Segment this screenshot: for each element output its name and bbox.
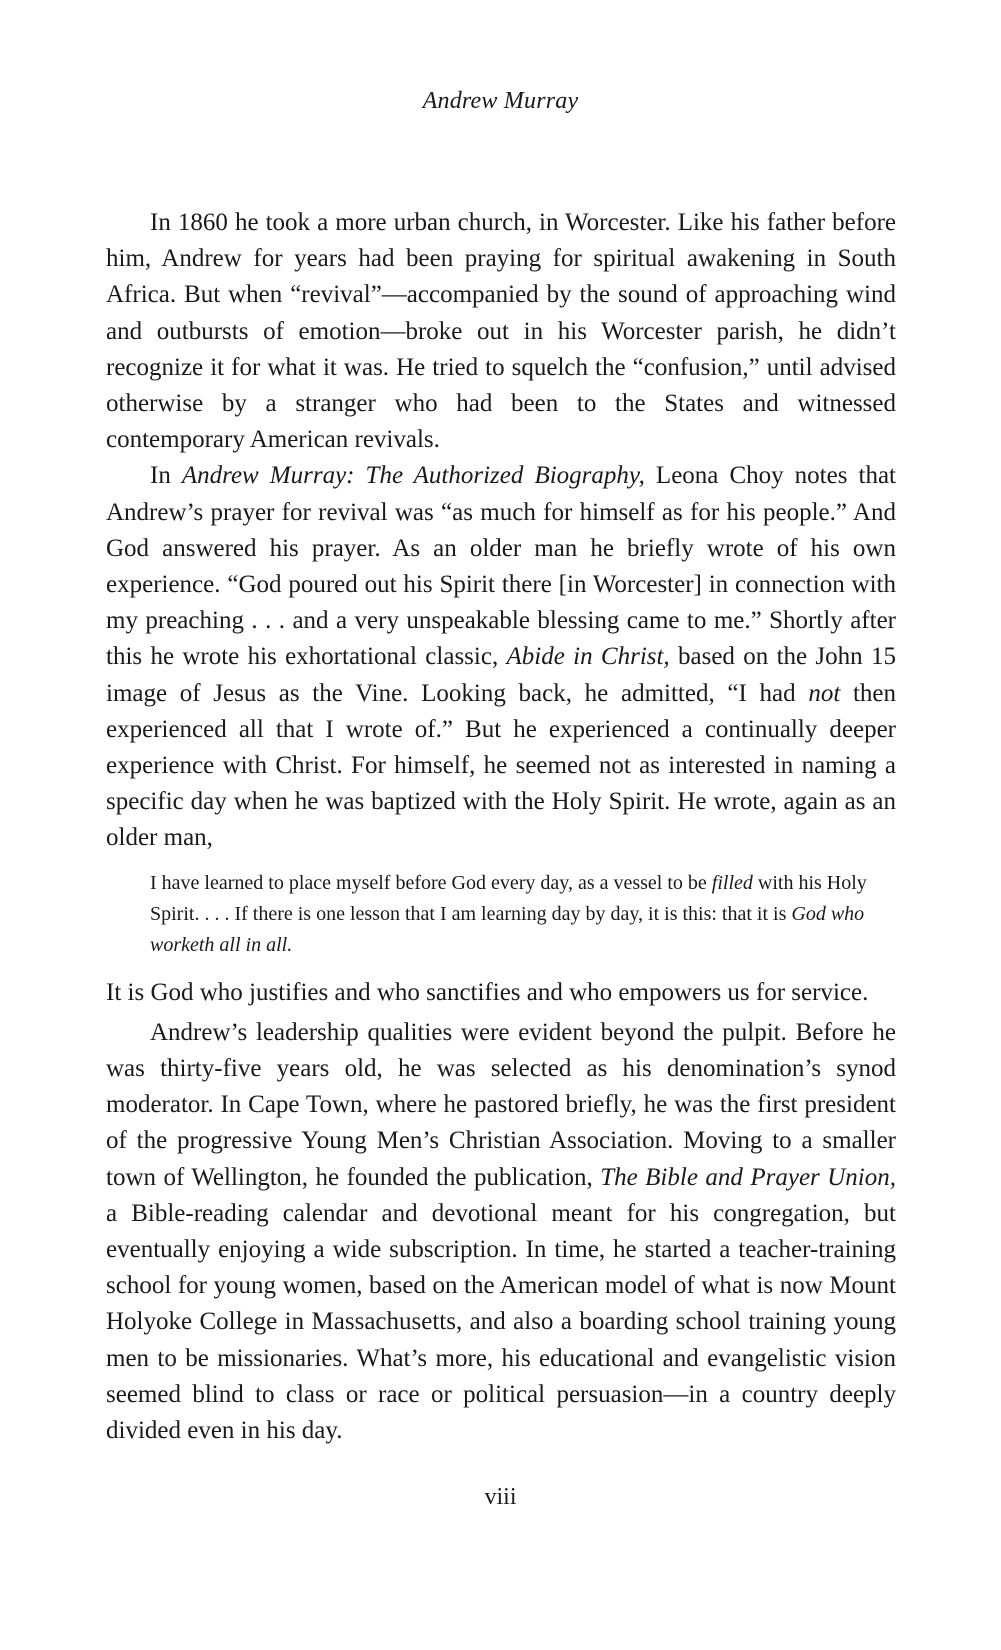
book-title-italic: Andrew Murray: The Authorized Biography,	[181, 462, 645, 490]
paragraph-3	[106, 1015, 896, 1449]
running-head: Andrew Murray	[422, 88, 579, 114]
emphasis-italic: God who worketh all in all.	[150, 902, 865, 956]
body-text	[106, 205, 896, 1449]
text-run: a Bible-reading calendar and devotional meant for his congregation, but eventually enjoying a wide subscription. In time, he started a teacher-training school for young women, based on the American model of what is now Mount Holyoke College in Massachusetts, and also a boarding school training young men to be missionaries. What’s more, his educational and evangelistic vision seemed blind to class or race or political persuasion—in a country deeply divided even in his day.	[106, 1199, 896, 1445]
block-quote	[150, 868, 896, 961]
text-run: I have learned to place myself before God every day, as a vessel to be	[150, 871, 712, 894]
book-title-italic: Abide in Christ,	[506, 643, 670, 671]
text-run: Andrew’s leadership qualities were evident beyond the pulpit. Before he was thirty-five years old, he was selected as his denomination’s synod moderator. In Cape Town, where he pastored briefly, he was the first president of the progressive Young Men’s Christian Association. Moving to a smaller town of Wellington, he founded the publication,	[106, 1018, 896, 1191]
text-run: with his Holy Spirit. . . . If there is one lesson that I am learning day by day, it is this: that it is	[150, 871, 867, 925]
text-run: In	[150, 462, 182, 490]
page-number: viii	[484, 1484, 517, 1510]
text-run: Leona Choy notes that Andrew’s prayer for revival was “as much for himself as for his people.” And God answered his prayer. As an older man he briefly wrote of his own experience. “God poured out his Spirit there [in Worcester] in connection with my preaching . . . and a very unspeakable blessing came to me.” Shortly after this he wrote his exhortational classic,	[106, 462, 896, 671]
publication-title-italic: The Bible and Prayer Union,	[600, 1163, 896, 1191]
paragraph-1: In 1860 he took a more urban church, in Worcester. Like his father before him, Andrew for years had been praying for spiritual awakening in South Africa. But when “revival”—accompanied by the sound of approaching wind and outbursts of emotion—broke out in his Worcester parish, he didn’t recognize it for what it was. He tried to squelch the “confusion,” until advised otherwise by a stranger who had been to the States and witnessed contemporary American revivals.	[106, 209, 896, 454]
paragraph-2	[106, 458, 896, 856]
after-quote-line: It is God who justifies and who sanctifies and who empowers us for service.	[106, 978, 869, 1006]
emphasis-italic: filled	[711, 871, 753, 894]
text-run: then experienced all that I wrote of.” But he experienced a continually deeper experience with Christ. For himself, he seemed not as interested in naming a specific day when he was baptized with the Holy Spirit. He wrote, again as an older man,	[106, 679, 897, 852]
emphasis-italic: not	[808, 679, 841, 707]
text-run: based on the John 15 image of Jesus as the Vine. Looking back, he admitted, “I had	[106, 643, 896, 707]
